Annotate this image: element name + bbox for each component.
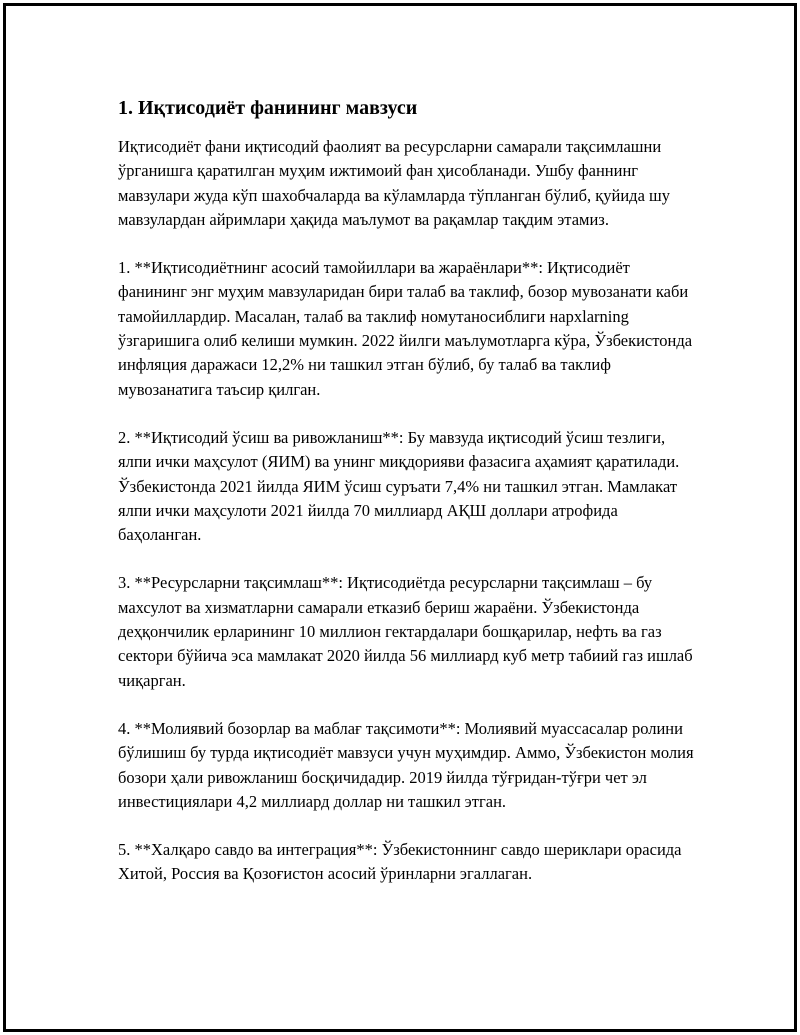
document-title: 1. Иқтисодиёт фанининг мавзуси bbox=[118, 97, 418, 119]
section-paragraph-2: 2. **Иқтисодий ўсиш ва ривожланиш**: Бу мавзуда иқтисодий ўсиш тезлиги, ялпи ички маҳсулот (ЯИМ) ва унинг миқдорияви фазасига аҳамият қаратилади. Ўзбекистонда 2021 йилда ЯИМ ўсиш суръати 7,4% ни ташкил этган. Мамлакат ялпи ички маҳсулоти 2021 йилда 70 миллиард АҚШ доллари атрофида баҳоланган. bbox=[118, 427, 680, 545]
section-paragraph-4: 4. **Молиявий бозорлар ва маблағ тақсимоти**: Молиявий муассасалар ролини бўлишиш бу турда иқтисодиёт мавзуси учун муҳимдир. Аммо, Ўзбекистон молия бозори ҳали ривожланиш босқичидадир. 2019 йилда тўғридан-тўғри чет эл инвестициялари 4,2 миллиард доллар ни ташкил этган. bbox=[118, 718, 694, 811]
intro-paragraph: Иқтисодиёт фани иқтисодий фаолият ва ресурсларни самарали тақсимлашни ўрганишга қаратилган муҳим ижтимоий фан ҳисобланади. Ушбу фаннинг мавзулари жуда кўп шахобчаларда ва кўламларда тўпланган бўлиб, қуйида шу мавзулардан айримлари ҳақида маълумот ва рақамлар тақдим этамиз. bbox=[118, 137, 670, 229]
section-paragraph-3: 3. **Ресурсларни тақсимлаш**: Иқтисодиётда ресурсларни тақсимлаш – бу махсулот ва хизматларни самарали етказиб бериш жараёни. Ўзбекистонда деҳқончилик ерларининг 10 миллион гектардалари бошқарилар, нефть ва газ сектори бўйича эса мамлакат 2020 йилда 56 миллиард куб метр табиий газ ишлаб чиқарган. bbox=[118, 573, 693, 690]
section-paragraph-5: 5. **Халқаро савдо ва интеграция**: Ўзбекистоннинг савдо шериклари орасида Хитой, Россия ва Қозоғистон асосий ўринларни эгаллаган. bbox=[118, 840, 682, 884]
document-body bbox=[118, 95, 698, 887]
section-paragraph-1: 1. **Иқтисодиётнинг асосий тамойиллари ва жараёнлари**: Иқтисодиёт фанининг энг муҳим мавзуларидан бири талаб ва таклиф, бозор мувозанати каби тамойиллардир. Масалан, талаб ва таклиф номутаносиблиги нарxlarning ўзгаришига олиб келиши мумкин. 2022 йилги маълумотларга кўра, Ўзбекистонда инфляция даражаси 12,2% ни ташкил этган бўлиб, бу талаб ва таклиф мувозанатига таъсир қилган. bbox=[118, 258, 693, 399]
